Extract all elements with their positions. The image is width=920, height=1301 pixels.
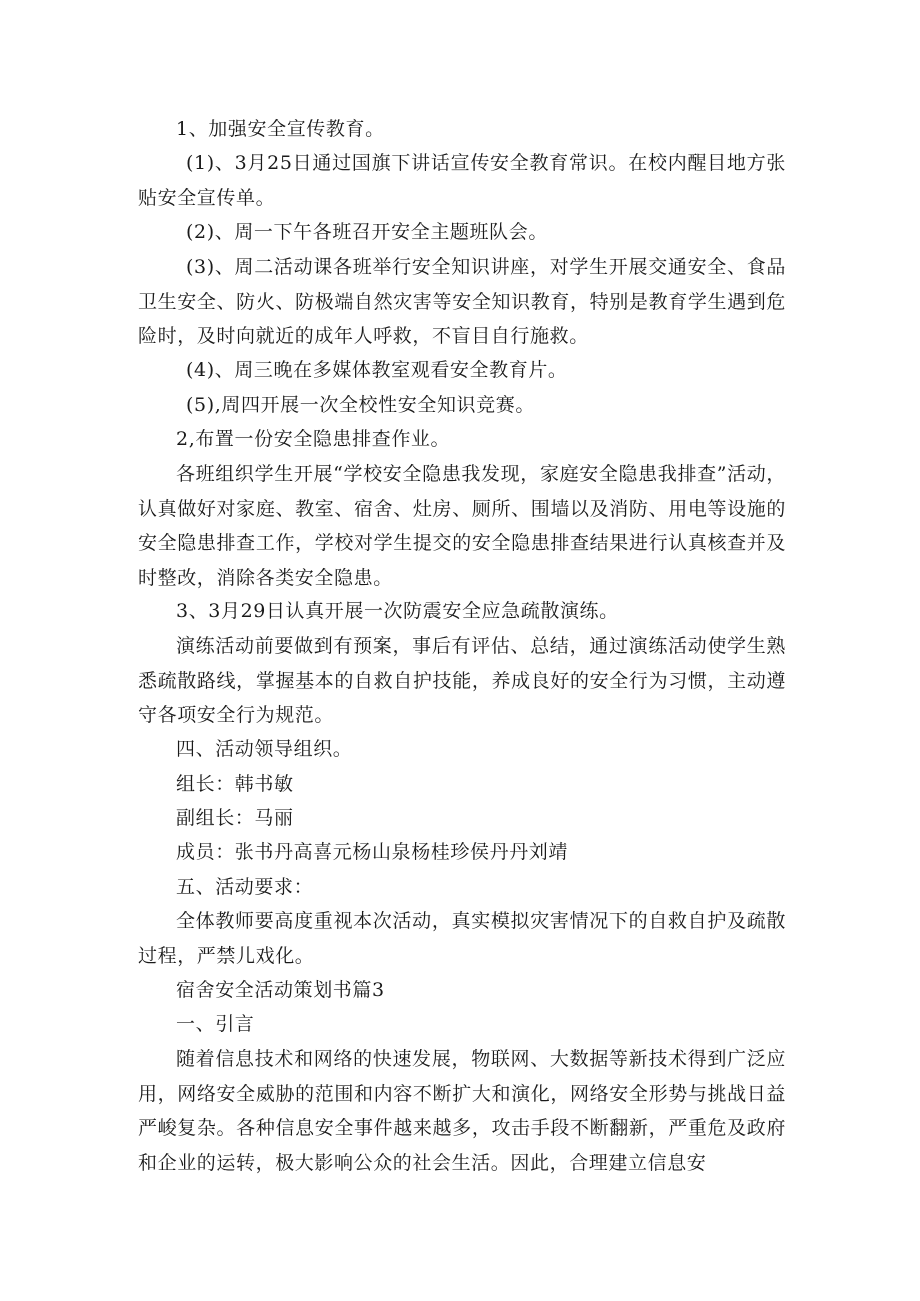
item-3-lecture: (3)、周二活动课各班举行安全知识讲座，对学生开展交通安全、食品卫生安全、防火、防极端自然灾害等安全知识教育，特别是教育学生遇到危险时，及时向就近的成年人呼救，不盲目自行施救。 (138, 256, 786, 347)
item-5-contest: (5),周四开展一次全校性安全知识竞赛。 (186, 394, 535, 416)
heading-introduction: 一、引言 (176, 1013, 255, 1035)
heading-5-requirements: 五、活动要求： (176, 876, 314, 898)
heading-4-organization: 四、活动领导组织。 (176, 738, 353, 760)
paragraph-hazard-check: 各班组织学生开展“学校安全隐患我发现，家庭安全隐患我排查”活动，认真做好对家庭、教室、宿舍、灶房、厕所、围墙以及消防、用电等设施的安全隐患排查工作，学校对学生提交的安全隐患排查结果进行认真核查并及时整改，消除各类安全隐患。 (138, 463, 786, 589)
heading-2-homework: 2,布置一份安全隐患排查作业。 (176, 428, 451, 450)
item-4-video: (4)、周三晚在多媒体教室观看安全教育片。 (186, 359, 568, 381)
leader-line: 组长：韩书敏 (176, 773, 294, 795)
heading-3-drill: 3、3月29日认真开展一次防震安全应急疏散演练。 (176, 600, 619, 622)
section-title-plan-3: 宿舍安全活动策划书篇3 (176, 979, 385, 1001)
heading-1-publicity: 1、加强安全宣传教育。 (176, 118, 385, 140)
paragraph-introduction: 随着信息技术和网络的快速发展，物联网、大数据等新技术得到广泛应用，网络安全威胁的范围和内容不断扩大和演化，网络安全形势与挑战日益严峻复杂。各种信息安全事件越来越多，攻击手段不断翻新，严重危及政府和企业的运转，极大影响公众的社会生活。因此，合理建立信息安 (138, 1048, 786, 1174)
members-line: 成员：张书丹高喜元杨山泉杨桂珍侯丹丹刘靖 (176, 841, 569, 863)
item-2-class-meeting: (2)、周一下午各班召开安全主题班队会。 (186, 221, 548, 243)
paragraph-requirements: 全体教师要高度重视本次活动，真实模拟灾害情况下的自救自护及疏散过程，严禁儿戏化。 (138, 910, 786, 967)
paragraph-drill: 演练活动前要做到有预案，事后有评估、总结，通过演练活动使学生熟悉疏散路线，掌握基本的自救自护技能，养成良好的安全行为习惯，主动遵守各项安全行为规范。 (138, 635, 786, 726)
item-1-speech: (1)、3月25日通过国旗下讲话宣传安全教育常识。在校内醒目地方张贴安全宣传单。 (138, 152, 786, 209)
deputy-leader-line: 副组长：马丽 (176, 807, 294, 829)
